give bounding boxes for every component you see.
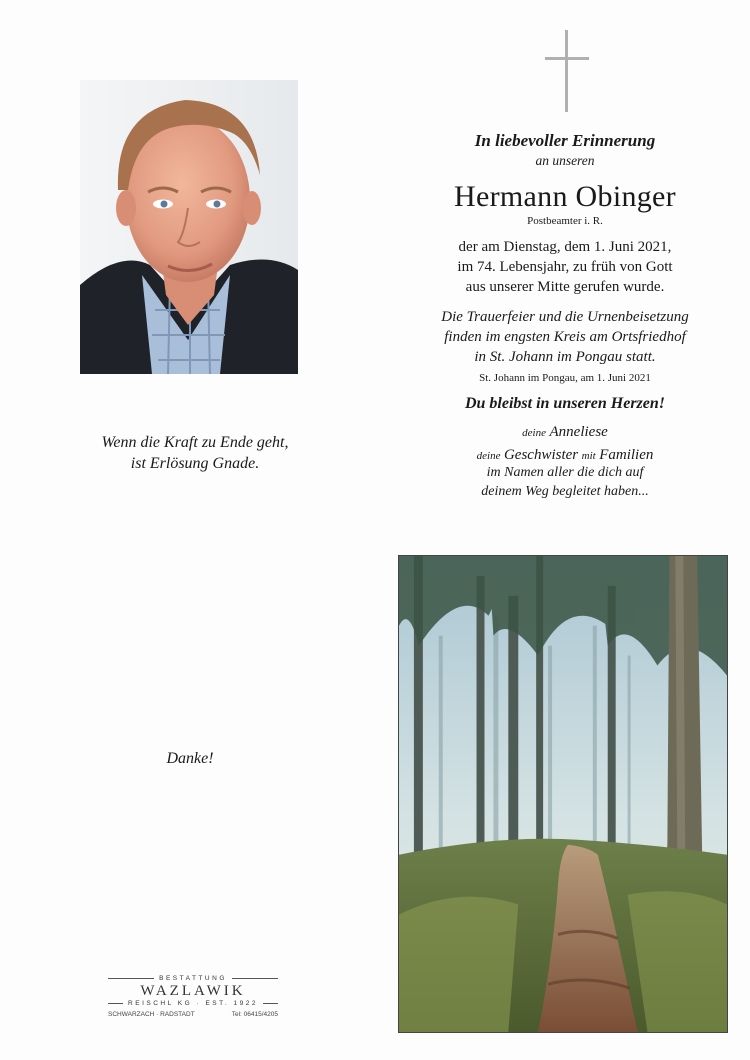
intro-text: an unseren bbox=[535, 153, 595, 168]
cross-icon bbox=[545, 30, 589, 112]
logo-phone: Tel: 06415/4205 bbox=[231, 1011, 278, 1018]
death-line: der am Dienstag, dem 1. Juni 2021, bbox=[458, 239, 672, 255]
occupation: Postbeamter i. R. bbox=[527, 215, 603, 227]
signer-name: Familien bbox=[599, 447, 654, 463]
logo-subtitle: REISCHL KG · EST. 1922 bbox=[128, 1000, 258, 1007]
closing-line: Du bleibst in unseren Herzen! bbox=[464, 395, 666, 412]
forest-path-photo bbox=[398, 555, 728, 1033]
funeral-line: finden im engsten Kreis am Ortsfriedhof bbox=[444, 329, 686, 345]
quote-line: Wenn die Kraft zu Ende geht, bbox=[101, 434, 289, 451]
deceased-name: Hermann Obinger bbox=[454, 180, 676, 213]
portrait-photo bbox=[80, 80, 298, 374]
heading: In liebevoller Erinnerung bbox=[474, 131, 656, 150]
thanks-text: Danke! bbox=[166, 750, 214, 767]
funeral-line: in St. Johann im Pongau statt. bbox=[474, 349, 656, 365]
logo-locations: SCHWARZACH · RADSTADT bbox=[108, 1011, 195, 1018]
signers bbox=[398, 421, 732, 467]
quote-line: ist Erlösung Gnade. bbox=[130, 455, 260, 472]
funeral-line: Die Trauerfeier und die Urnenbeisetzung bbox=[441, 309, 689, 325]
logo-top-text: BESTATTUNG bbox=[159, 975, 227, 982]
death-line: im 74. Lebensjahr, zu früh von Gott bbox=[457, 259, 673, 275]
signer-prefix: deine bbox=[476, 450, 501, 462]
funeral-home-logo bbox=[108, 975, 278, 1018]
final-lines bbox=[398, 463, 732, 501]
place-date: St. Johann im Pongau, am 1. Juni 2021 bbox=[479, 372, 651, 384]
final-line: deinem Weg begleitet haben... bbox=[481, 484, 649, 499]
logo-name: WAZLAWIK bbox=[140, 983, 246, 999]
signer-prefix: deine bbox=[522, 427, 546, 439]
funeral-notice bbox=[398, 307, 732, 367]
death-notice bbox=[398, 237, 732, 297]
signer-connector: mit bbox=[581, 450, 596, 462]
final-line: im Namen aller die dich auf bbox=[486, 465, 644, 480]
memorial-quote bbox=[60, 432, 330, 474]
signer-name: Anneliese bbox=[549, 424, 608, 440]
signer-name: Geschwister bbox=[503, 447, 579, 463]
death-line: aus unserer Mitte gerufen wurde. bbox=[465, 279, 665, 295]
